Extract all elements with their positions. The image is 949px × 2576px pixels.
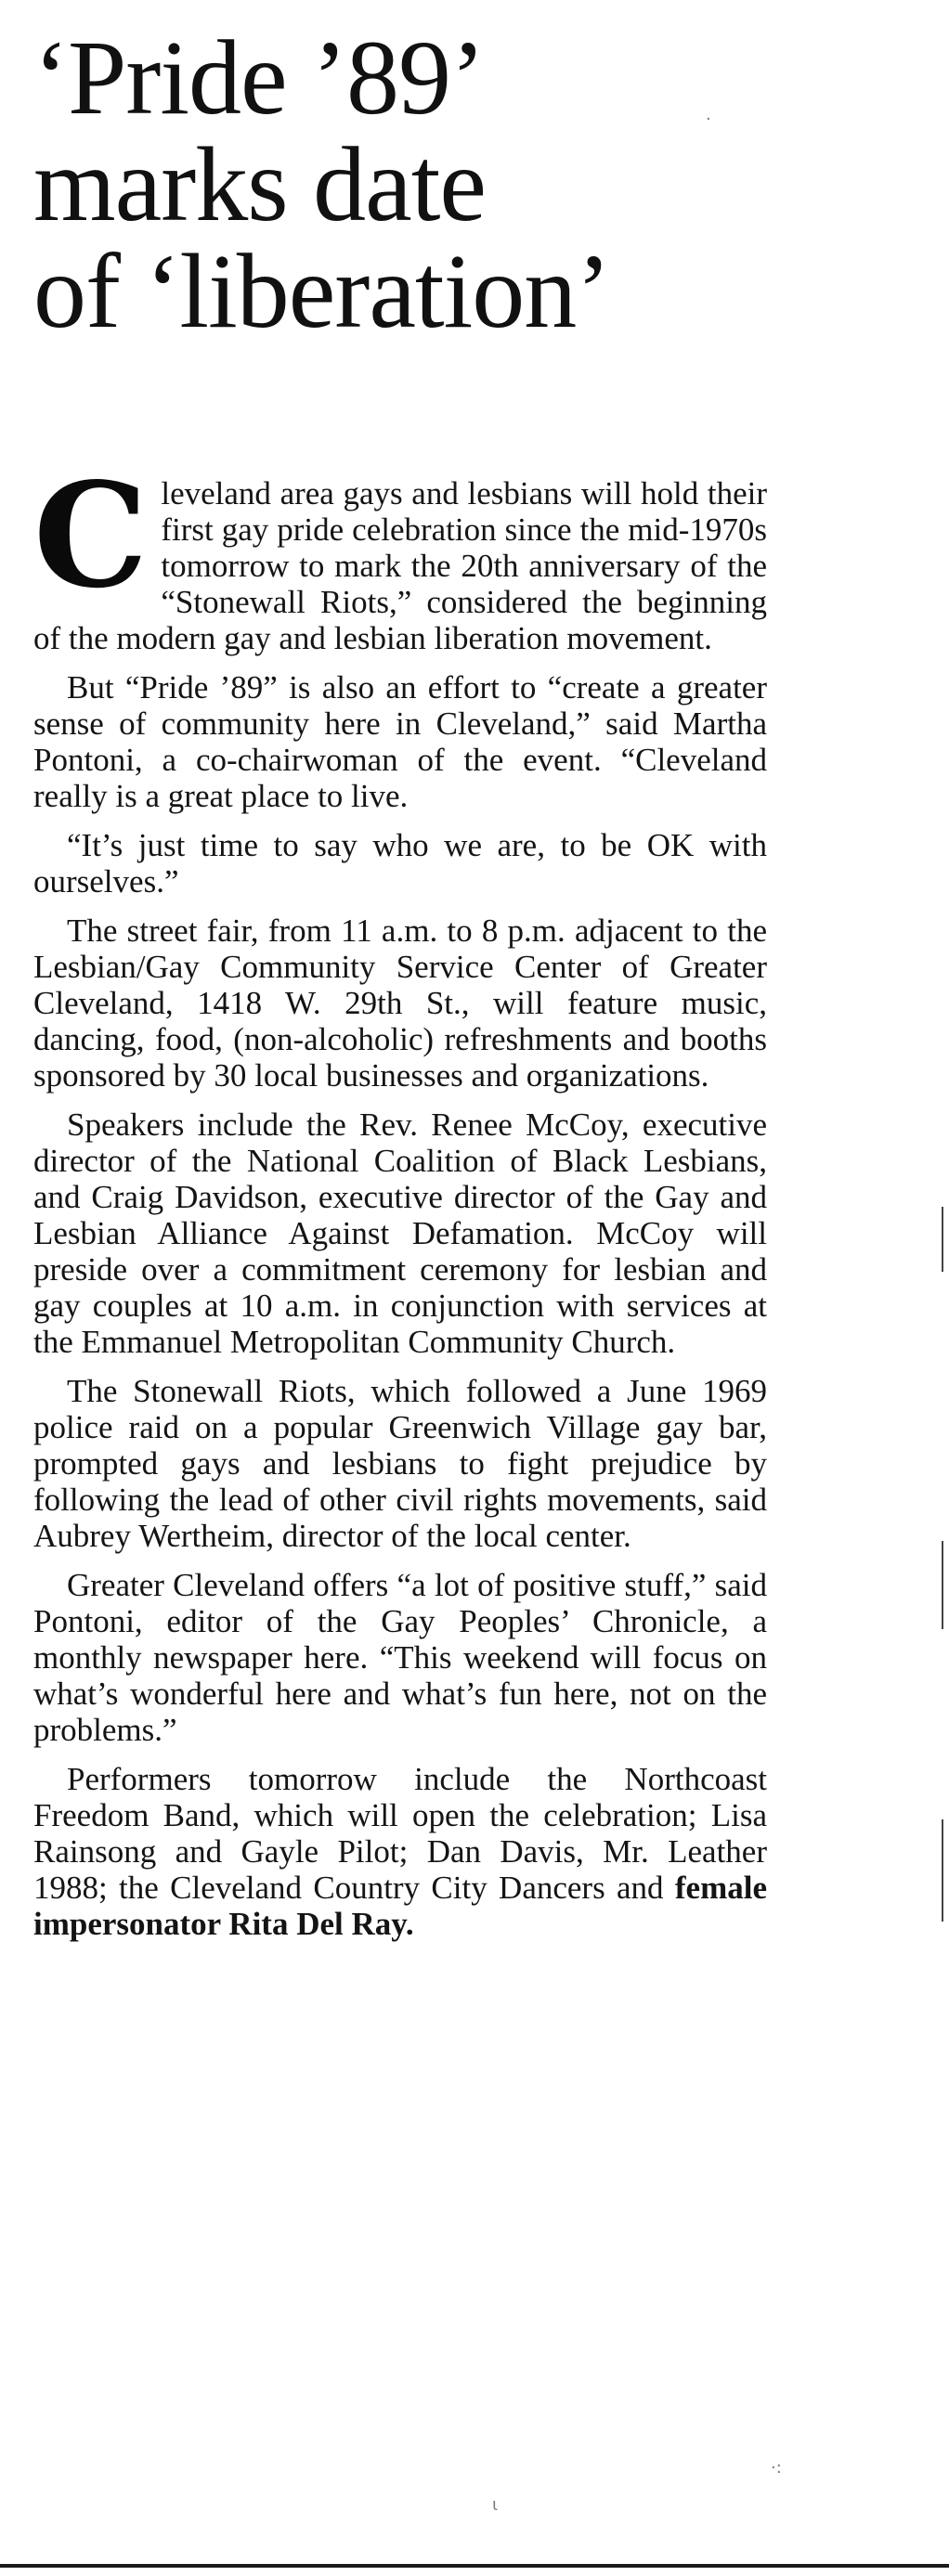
scan-edge-mark xyxy=(942,1541,943,1629)
bottom-rule xyxy=(0,2564,949,2568)
headline xyxy=(33,19,897,350)
paragraph-8 xyxy=(33,1761,767,1942)
scan-edge-mark xyxy=(942,1207,943,1272)
paragraph-4: The street fair, from 11 a.m. to 8 p.m. adjacent to the Lesbian/Gay Community Service Center of Greater Cleveland, 1418 W. 29th St., will feature music, dancing, food, (non-alcoholic) refreshments and booths sponsored by 30 local businesses and organizations. xyxy=(33,913,767,1094)
article-body xyxy=(33,450,767,1955)
headline-line-1: ‘Pride ’89’ xyxy=(33,19,486,136)
headline-line-3: of ‘liberation’ xyxy=(33,232,611,350)
paragraph-1 xyxy=(33,450,767,656)
scan-speck: ɩ xyxy=(492,2495,499,2515)
scan-speck: · xyxy=(706,110,711,129)
drop-cap: C xyxy=(33,450,149,620)
paragraph-8-text: Performers tomorrow include the Northcoast Freedom Band, which will open the celebration; Lisa Rainsong and Gayle Pilot; Dan Davis, Mr. Leather 1988; the Cleveland Country City Dancers and xyxy=(33,1761,767,1906)
paragraph-6: The Stonewall Riots, which followed a June 1969 police raid on a popular Greenwich Village gay bar, prompted gays and lesbians to fight prejudice by following the lead of other civil rights movements, said Aubrey Wertheim, director of the local center. xyxy=(33,1373,767,1554)
paragraph-2: But “Pride ’89” is also an effort to “create a greater sense of community here in Cleveland,” said Martha Pontoni, a co-chairwoman of the event. “Cleveland really is a great place to live. xyxy=(33,669,767,814)
paragraph-1-text: leveland area gays and lesbians will hold their first gay pride celebration since the mid-1970s tomorrow to mark the 20th anniversary of the “Stonewall Riots,” considered the beginning of the modern gay and lesbian liberation movement. xyxy=(33,475,767,656)
headline-line-2: marks date xyxy=(33,125,486,243)
scan-edge-mark xyxy=(942,1819,943,1922)
paragraph-3: “It’s just time to say who we are, to be OK with ourselves.” xyxy=(33,827,767,900)
paragraph-8-bold-text: female impersonator Rita Del Ray. xyxy=(33,1870,767,1942)
scan-speck: ·: xyxy=(771,2458,782,2478)
paragraph-7: Greater Cleveland offers “a lot of positive stuff,” said Pontoni, editor of the Gay Peoples’ Chronicle, a monthly newspaper here. “This weekend will focus on what’s wonderful here and what’s fun here, not on the problems.” xyxy=(33,1567,767,1748)
paragraph-5: Speakers include the Rev. Renee McCoy, executive director of the National Coalition of Black Lesbians, and Craig Davidson, executive director of the Gay and Lesbian Alliance Against Defamation. McCoy will preside over a commitment ceremony for lesbian and gay couples at 10 a.m. in conjunction with services at the Emmanuel Metropolitan Community Church. xyxy=(33,1107,767,1360)
